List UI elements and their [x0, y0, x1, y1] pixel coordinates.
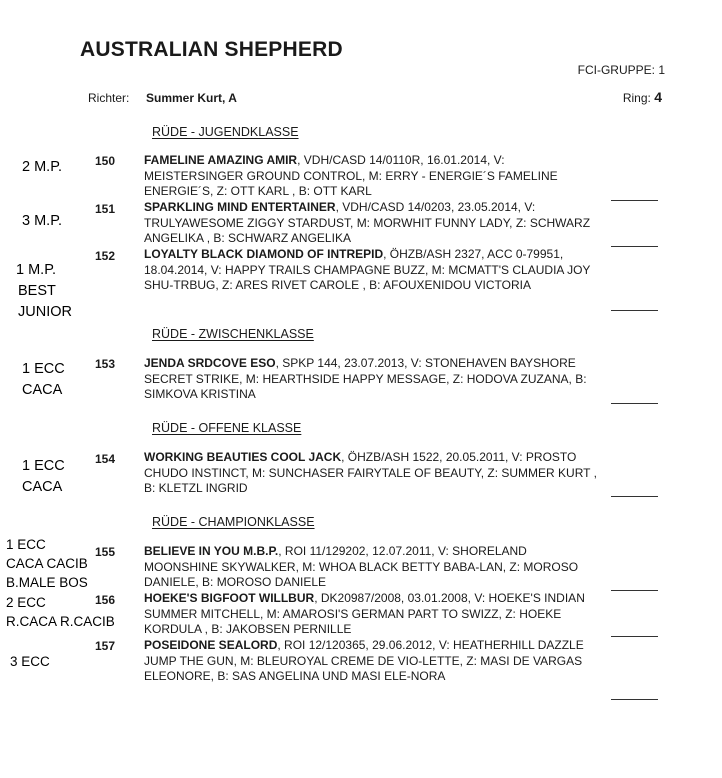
class-heading-offene: RÜDE - OFFENE KLASSE — [152, 421, 302, 435]
dog-details: , SPKP 144, 23.07.2013, V: STONEHAVEN BAYSHORE SECRET STRIKE, M: HEARTHSIDE HAPPY MESSAGE, Z: HODOVA ZUZANA, B: SIMKOVA KRISTINA — [144, 356, 587, 401]
dog-details: , DK20987/2008, 03.01.2008, V: HOEKE'S INDIAN SUMMER MITCHELL, M: AMAROSI'S GERMAN PART TO SWIZZ, Z: HOEKE KORDULA , B: JAKOBSEN PERNILLE — [144, 591, 585, 636]
dog-name: BELIEVE IN YOU M.B.P. — [144, 544, 279, 558]
result-line — [611, 636, 658, 637]
result-154: 1 ECC CACA — [22, 458, 65, 495]
dog-name: POSEIDONE SEALORD — [144, 638, 278, 652]
result-line — [611, 403, 658, 404]
ring-info — [623, 89, 662, 105]
ring-value: 4 — [654, 89, 662, 105]
judge-name: Summer Kurt, A — [146, 91, 237, 105]
result-line — [611, 200, 658, 201]
entry-number: 156 — [95, 593, 116, 607]
fci-group: FCI-GRUPPE: 1 — [577, 63, 665, 77]
judge-label: Richter: — [88, 91, 130, 105]
dog-details: , VDH/CASD 14/0203, 23.05.2014, V: TRULYAWESOME ZIGGY STARDUST, M: MORWHIT FUNNY LADY, Z: SCHWARZ ANGELIKA , B: SCHWARZ ANGELIKA — [144, 200, 591, 245]
dog-details: , ÖHZB/ASH 2327, ACC 0-79951, 18.04.2014, V: HAPPY TRAILS CHAMPAGNE BUZZ, M: MCMATT'S CLAUDIA JOY SHU-TRBUG, Z: ARES RIVET CAROLE , B: AFOUXENIDOU VICTORIA — [144, 247, 591, 292]
dog-details: , ÖHZB/ASH 1522, 20.05.2011, V: PROSTO CHUDO INSTINCT, M: SUNCHASER FAIRYTALE OF BEAUTY, Z: SUMMER KURT , B: KLETZL INGRID — [144, 450, 597, 495]
result-155: 1 ECC CACA CACIB B.MALE BOS — [6, 537, 88, 590]
result-line — [611, 699, 658, 700]
dog-name: LOYALTY BLACK DIAMOND OF INTREPID — [144, 247, 384, 261]
result-153: 1 ECC CACA — [22, 361, 65, 398]
dog-name: JENDA SRDCOVE ESO — [144, 356, 276, 370]
ring-label: Ring: — [622, 91, 651, 105]
entry-number: 151 — [95, 202, 116, 216]
entry-text — [144, 544, 604, 591]
entry-text — [144, 247, 604, 294]
class-heading-zwischen: RÜDE - ZWISCHENKLASSE — [152, 327, 314, 341]
entry-number: 152 — [95, 249, 116, 263]
entry-number: 150 — [95, 154, 116, 168]
dog-name: SPARKLING MIND ENTERTAINER — [144, 200, 336, 214]
result-line — [611, 310, 658, 311]
dog-details: , ROI 11/129202, 12.07.2011, V: SHORELAND MOONSHINE SKYWALKER, M: WHOA BLACK BETTY BABA-LAN, Z: MOROSO DANIELE, B: MOROSO DANIELE — [144, 544, 579, 589]
entry-text — [144, 356, 604, 403]
entry-text — [144, 638, 604, 685]
result-150: 2 M.P. — [22, 159, 63, 175]
result-151: 3 M.P. — [22, 213, 63, 229]
dog-name: HOEKE'S BIGFOOT WILLBUR — [144, 591, 315, 605]
dog-name: FAMELINE AMAZING AMIR — [144, 153, 298, 167]
result-157: 3 ECC — [10, 654, 50, 669]
entry-text — [144, 153, 604, 200]
result-156: 2 ECC R.CACA R.CACIB — [6, 595, 115, 629]
entry-number: 154 — [95, 452, 116, 466]
result-line — [611, 590, 658, 591]
result-152: 1 M.P. BEST JUNIOR — [16, 262, 72, 320]
dog-details: , ROI 12/120365, 29.06.2012, V: HEATHERHILL DAZZLE JUMP THE GUN, M: BLEUROYAL CREME DE VIO-LETTE, Z: MASI DE VARGAS ELEONORE, B: SAS ANGELINA UND MASI ELE-NORA — [144, 638, 584, 683]
dog-details: , VDH/CASD 14/0110R, 16.01.2014, V: MEISTERSINGER GROUND CONTROL, M: ERRY - ENERGIE´S FAMELINE ENERGIE´S, Z: OTT KARL , B: OTT KARL — [144, 153, 558, 198]
result-line — [611, 246, 658, 247]
page-title: AUSTRALIAN SHEPHERD — [80, 38, 343, 61]
entry-number: 153 — [95, 357, 116, 371]
entry-text — [144, 450, 604, 497]
class-heading-jugend: RÜDE - JUGENDKLASSE — [152, 125, 299, 139]
result-line — [611, 496, 658, 497]
entry-text — [144, 591, 604, 638]
class-heading-champion: RÜDE - CHAMPIONKLASSE — [152, 515, 315, 529]
entry-number: 155 — [95, 545, 116, 559]
entry-text — [144, 200, 604, 247]
entry-number: 157 — [95, 639, 116, 653]
dog-name: WORKING BEAUTIES COOL JACK — [144, 450, 342, 464]
